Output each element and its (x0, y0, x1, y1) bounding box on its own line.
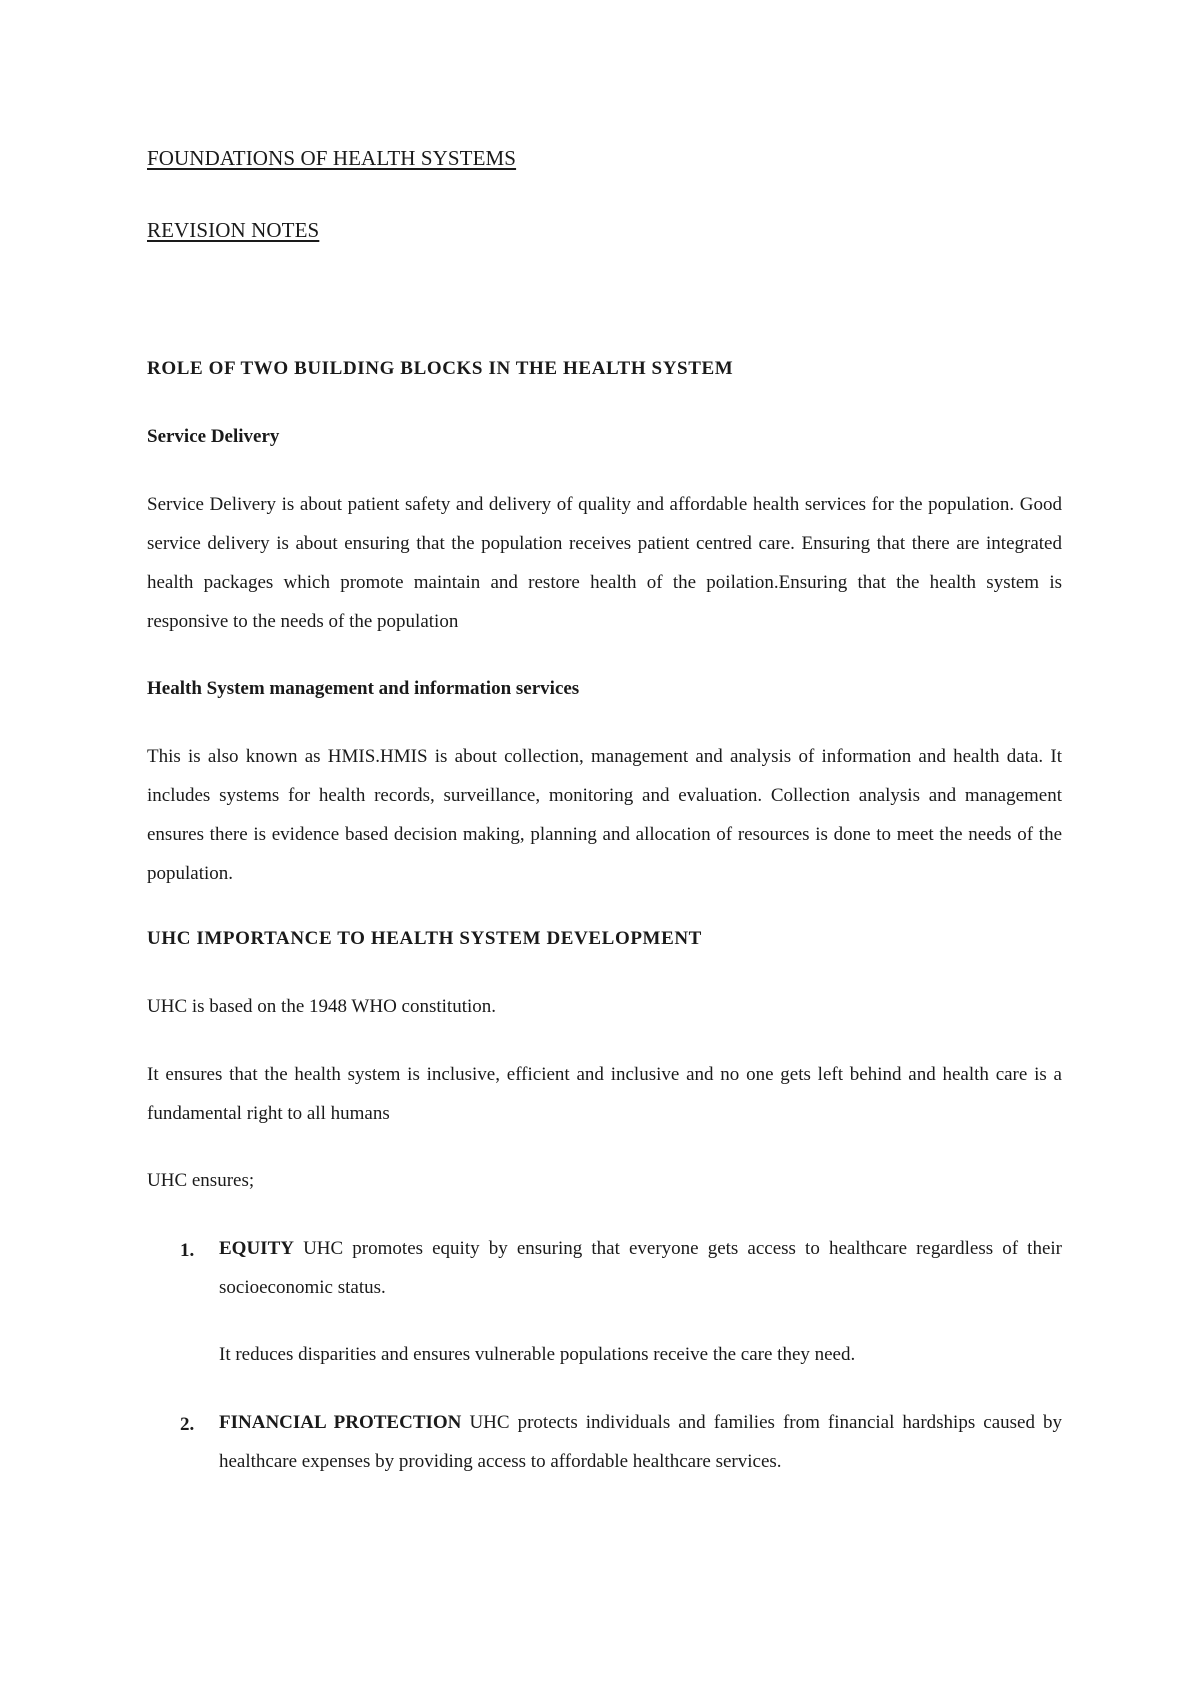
section-heading-building-blocks: ROLE OF TWO BUILDING BLOCKS IN THE HEALTH SYSTEM (147, 358, 734, 379)
document-subtitle: REVISION NOTES (147, 218, 320, 242)
subheading-service-delivery: Service Delivery (147, 426, 280, 447)
list-extra-equity: It reduces disparities and ensures vulnerable populations receive the care they need. (219, 1344, 856, 1365)
paragraph-uhc-inclusive: It ensures that the health system is inclusive, efficient and inclusive and no one gets left behind and health care is a fundamental right to all humans (147, 1064, 1062, 1124)
list-text-financial-protection: UHC protects individuals and families from financial hardships caused by healthcare expenses by providing access to affordable healthcare services. (219, 1412, 1062, 1472)
paragraph-uhc-ensures: UHC ensures; (147, 1170, 255, 1191)
list-number-2: 2. (180, 1414, 195, 1435)
list-term-equity: EQUITY (219, 1238, 294, 1259)
paragraph-service-delivery: Service Delivery is about patient safety and delivery of quality and affordable health services for the population. Good service delivery is about ensuring that the population receives patient centred care. Ensuring that there are integrated health packages which promote maintain and restore health of the poilation.Ensuring that the health system is responsive to the needs of the population (147, 494, 1062, 632)
subheading-hmis: Health System management and information services (147, 678, 580, 699)
paragraph-hmis: This is also known as HMIS.HMIS is about collection, management and analysis of information and health data. It includes systems for health records, surveillance, monitoring and evaluation. Collection analysis and management ensures there is evidence based decision making, planning and allocation of resources is done to meet the needs of the population. (147, 746, 1062, 884)
list-text-equity: UHC promotes equity by ensuring that everyone gets access to healthcare regardless of their socioeconomic status. (219, 1238, 1062, 1298)
section-heading-uhc: UHC IMPORTANCE TO HEALTH SYSTEM DEVELOPMENT (147, 928, 702, 949)
list-number-1: 1. (180, 1240, 195, 1261)
list-term-financial-protection: FINANCIAL PROTECTION (219, 1412, 462, 1433)
list-item-financial-protection (219, 1403, 1062, 1481)
list-item-equity (219, 1229, 1062, 1307)
paragraph-uhc-basis: UHC is based on the 1948 WHO constitution. (147, 996, 497, 1017)
document-title: FOUNDATIONS OF HEALTH SYSTEMS (147, 146, 517, 170)
